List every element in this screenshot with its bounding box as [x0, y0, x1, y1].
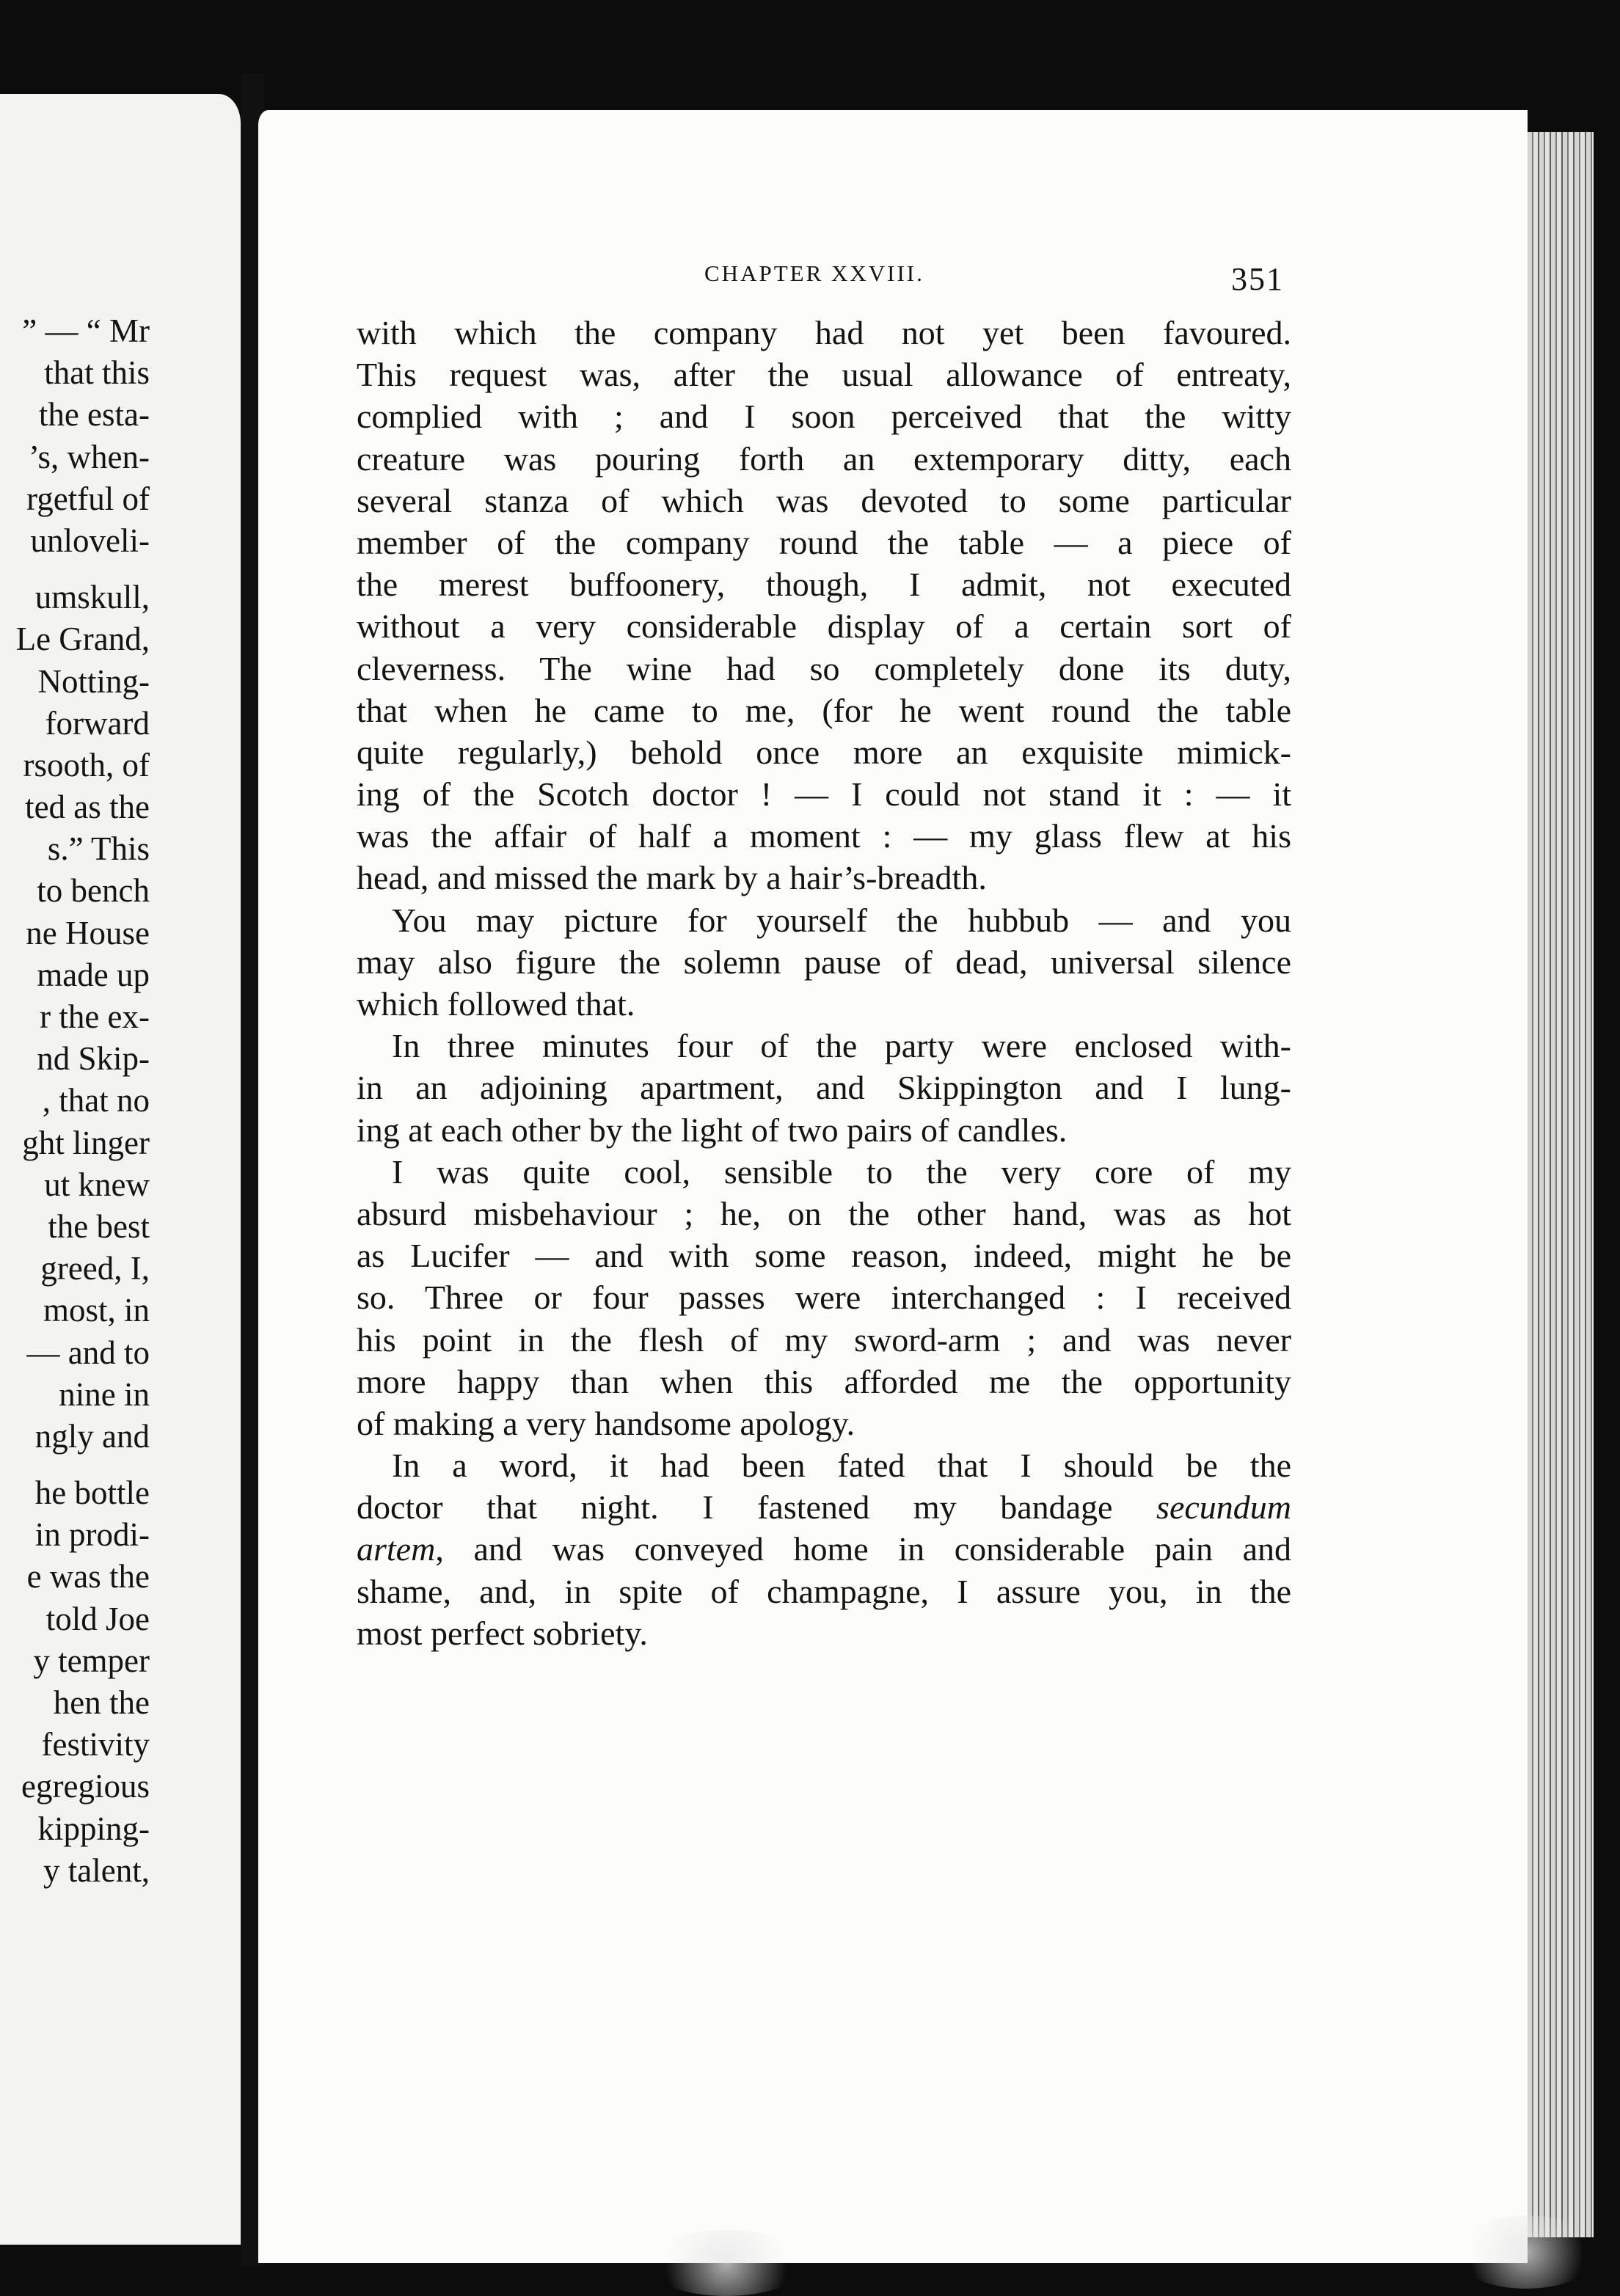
text-line-content: his point in the flesh of my sword-arm ; and was never — [357, 1320, 1291, 1359]
previous-page-line: festivity — [41, 1726, 150, 1763]
previous-page-line: umskull, — [34, 579, 150, 616]
text-line — [357, 1361, 1291, 1403]
text-line-content: In a word, it had been fated that I should be the — [392, 1447, 1291, 1485]
text-line — [357, 605, 1291, 647]
previous-page-line: he bottle — [34, 1474, 150, 1512]
text-line-content: complied with ; and I soon perceived that the witty — [357, 398, 1291, 436]
previous-page-line: hen the — [53, 1684, 150, 1721]
text-line-content: without a very considerable display of a certain sort of — [357, 607, 1291, 646]
previous-page-line: the esta- — [38, 396, 150, 434]
previous-page-line: kipping- — [37, 1810, 150, 1847]
previous-page-line: unloveli- — [30, 522, 150, 559]
text-line — [357, 438, 1291, 480]
text-line-content: so. Three or four passes were interchanged : I received — [357, 1279, 1291, 1317]
text-line — [357, 1528, 1291, 1570]
text-line-content: may also figure the solemn pause of dead, universal silence — [357, 943, 1291, 981]
italic-phrase: artem — [357, 1530, 436, 1568]
text-line-content: , and was conveyed home in considerable pain and — [435, 1530, 1291, 1568]
text-line-content: quite regularly,) behold once more an exquisite mimick- — [357, 733, 1291, 771]
text-line — [357, 815, 1291, 857]
text-line-content: head, and missed the mark by a hair’s-breadth. — [357, 859, 987, 897]
text-line — [357, 1403, 1291, 1444]
text-line-content: You may picture for yourself the hubbub — and you — [392, 901, 1291, 939]
previous-page-line: in prodi- — [34, 1516, 150, 1554]
previous-page-line: y temper — [33, 1642, 150, 1679]
text-line — [357, 312, 1291, 354]
text-line-content: This request was, after the usual allowance of entreaty, — [357, 356, 1291, 394]
text-line-content: cleverness. The wine had so completely done its duty, — [357, 649, 1291, 687]
scan-artifact — [1453, 2215, 1599, 2289]
text-line-content: which followed that. — [357, 985, 635, 1023]
text-line-content: In three minutes four of the party were enclosed with- — [392, 1027, 1291, 1065]
text-line-content: ing at each other by the light of two pairs of candles. — [357, 1111, 1068, 1149]
text-line-content: in an adjoining apartment, and Skippington and I lung- — [357, 1069, 1291, 1107]
text-line-content: several stanza of which was devoted to some particular — [357, 481, 1291, 519]
previous-page-line: most, in — [43, 1292, 150, 1329]
previous-page-line: forward — [45, 704, 150, 742]
text-line — [357, 1193, 1291, 1235]
previous-page-line — [0, 562, 150, 577]
previous-page-line: e was the — [26, 1558, 150, 1595]
previous-page-line: ght linger — [22, 1124, 150, 1161]
previous-page-line: greed, I, — [40, 1250, 150, 1287]
text-line-content: most perfect sobriety. — [357, 1614, 648, 1652]
text-line-content: shame, and, in spite of champagne, I assure you, in the — [357, 1572, 1291, 1610]
text-line — [357, 480, 1291, 522]
text-line — [357, 1319, 1291, 1361]
text-line-content: I was quite cool, sensible to the very core of my — [392, 1152, 1291, 1191]
text-line — [357, 983, 1291, 1025]
page-edges — [1528, 132, 1594, 2237]
text-line — [357, 563, 1291, 605]
scan-artifact — [646, 2230, 807, 2296]
chapter-body-text — [357, 312, 1291, 1654]
text-line-content: the merest buffoonery, though, I admit, not executed — [357, 566, 1291, 604]
previous-page-line: rsooth, of — [23, 746, 150, 783]
text-line-content: as Lucifer — and with some reason, indeed, might he be — [357, 1237, 1291, 1275]
previous-page-line: Le Grand, — [15, 621, 150, 658]
text-line — [357, 522, 1291, 563]
previous-page-line: — and to — [26, 1334, 150, 1371]
text-line — [357, 1235, 1291, 1276]
text-line — [357, 1025, 1291, 1067]
text-line — [357, 857, 1291, 899]
text-line-content: that when he came to me, (for he went round the table — [357, 691, 1291, 729]
text-line — [357, 1151, 1291, 1193]
previous-page-line — [0, 1458, 150, 1472]
previous-page — [0, 94, 241, 2245]
text-line-content: ing of the Scotch doctor ! — I could not stand it : — it — [357, 775, 1291, 814]
previous-page-line: to bench — [37, 872, 150, 910]
previous-page-line: told Joe — [45, 1600, 150, 1637]
previous-page-text — [0, 310, 150, 1892]
text-line — [357, 395, 1291, 437]
text-line — [357, 1109, 1291, 1151]
previous-page-line: egregious — [21, 1768, 150, 1805]
text-line — [357, 1571, 1291, 1612]
text-line — [357, 1067, 1291, 1108]
text-line-content: member of the company round the table — a piece of — [357, 523, 1291, 561]
text-line — [357, 648, 1291, 690]
text-line — [357, 354, 1291, 395]
previous-page-line: ngly and — [34, 1417, 150, 1455]
previous-page-line: y talent, — [43, 1851, 150, 1889]
text-line-content: of making a very handsome apology. — [357, 1404, 855, 1442]
previous-page-line: r the ex- — [40, 998, 150, 1035]
text-line — [357, 1444, 1291, 1486]
text-line — [357, 690, 1291, 731]
previous-page-line: ’s, when- — [29, 438, 150, 475]
previous-page-line: ut knew — [44, 1166, 150, 1203]
previous-page-line: nine in — [59, 1375, 150, 1413]
italic-phrase: secundum — [1156, 1488, 1292, 1527]
text-line — [357, 1276, 1291, 1318]
text-line-content: was the affair of half a moment : — my glass flew at his — [357, 817, 1291, 855]
previous-page-line: that this — [44, 354, 150, 392]
previous-page-line: ne House — [26, 914, 150, 951]
text-line — [357, 1486, 1291, 1528]
text-line — [357, 941, 1291, 983]
text-line-content: creature was pouring forth an extemporary ditty, each — [357, 439, 1291, 478]
previous-page-line: Notting- — [37, 662, 150, 700]
previous-page-line: nd Skip- — [37, 1040, 150, 1078]
text-line-content: with which the company had not yet been favoured. — [357, 314, 1291, 351]
text-line-content: absurd misbehaviour ; he, on the other hand, was as hot — [357, 1194, 1291, 1232]
text-line-content: more happy than when this afforded me the opportunity — [357, 1362, 1291, 1400]
previous-page-line: the best — [48, 1207, 150, 1245]
previous-page-line: rgetful of — [26, 480, 150, 517]
text-line-content: doctor that night. I fastened my bandage — [357, 1488, 1113, 1527]
text-line — [357, 899, 1291, 941]
previous-page-line: ted as the — [25, 789, 150, 826]
text-line — [357, 731, 1291, 773]
text-line — [357, 773, 1291, 815]
previous-page-line: made up — [37, 956, 150, 993]
previous-page-line: , that no — [42, 1082, 150, 1119]
previous-page-line: ” — “ Mr — [22, 312, 150, 349]
previous-page-line: s.” This — [47, 830, 150, 868]
running-head: CHAPTER XXVIII. — [704, 260, 924, 286]
text-line — [357, 1612, 1291, 1654]
page-number: 351 — [1231, 261, 1284, 297]
